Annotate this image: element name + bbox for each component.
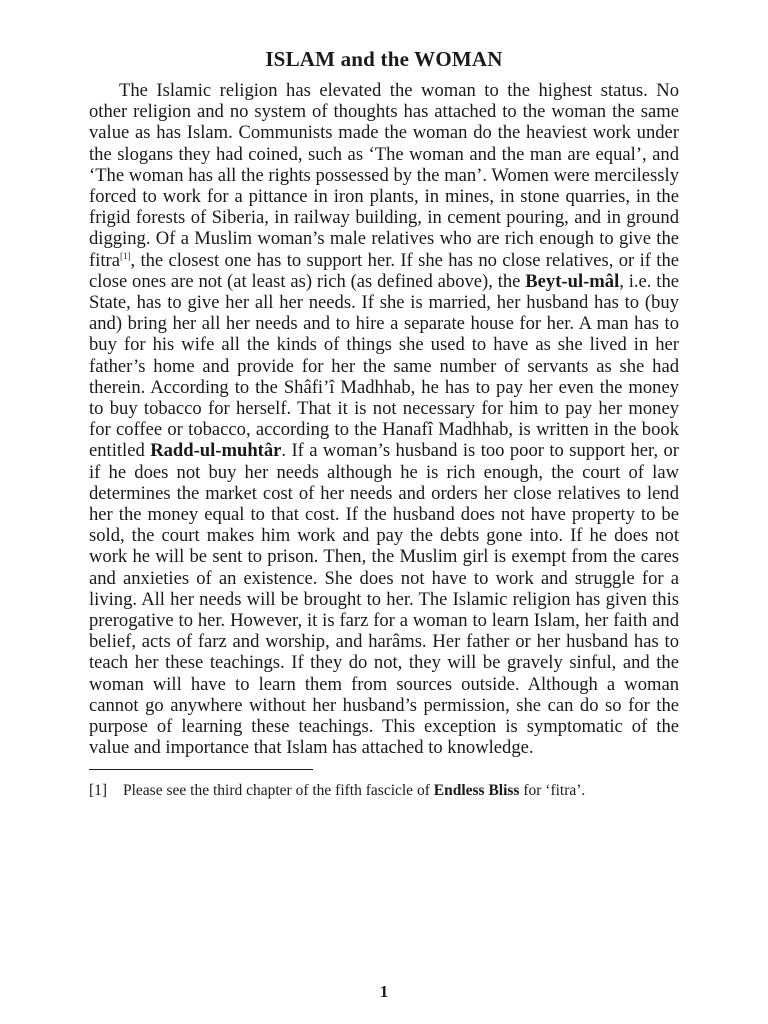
- paragraph-text-2: , the closest one has to support her. If she has no close relatives, or if the close ones are not (at least as) rich (as defined above), the: [89, 249, 679, 292]
- footnote-body: [123, 782, 679, 800]
- paragraph-text-1: The Islamic religion has elevated the woman to the highest status. No other religion and no system of thoughts has attached to the woman the same value as has Islam. Communists made the woman do the heaviest work under the slogans they had coined, such as ‘The woman and the man are equal’, and ‘The woman has all the rights possessed by the man’. Women were mercilessly forced to work for a pittance in iron plants, in mines, in stone quarries, in the frigid forests of Siberia, in railway building, in cement pouring, and in ground digging. Of a Muslim woman’s male relatives who are rich enough to give the fitra: [89, 80, 679, 271]
- footnote-text-after: for ‘fitra’.: [519, 781, 586, 799]
- footnote: [89, 782, 679, 800]
- footnote-number: [1]: [89, 781, 108, 799]
- page-number: 1: [379, 982, 389, 1001]
- paragraph-text-4: . If a woman’s husband is too poor to support her, or if he does not buy her needs although he is rich enough, the court of law determines the market cost of her needs and orders her close relatives to lend her the money equal to that cost. If the husband does not have property to be sold, the court makes him work and pay the debts gone into. If he does not work he will be sent to prison. Then, the Muslim girl is exempt from the cares and anxieties of an existence. She does not have to work and struggle for a living. All her needs will be brought to her. The Islamic religion has given this prerogative to her. However, it is farz for a woman to learn Islam, her faith and belief, acts of farz and worship, and harâms. Her father or her husband has to teach her these teachings. If they do not, they will be gravely sinful, and the woman will have to learn them from sources outside. Although a woman cannot go anywhere without her husband’s permission, she can do so for the purpose of learning these teachings. This exception is symptomatic of the value and importance that Islam has attached to knowledge.: [89, 440, 679, 759]
- footnote-bold-title: Endless Bliss: [433, 781, 520, 799]
- body-paragraph: [89, 80, 679, 759]
- paragraph-text-3: , i.e. the State, has to give her all her needs. If she is married, her husband has to (buy and) bring her all her needs and to hire a separate house for her. A man has to buy for his wife all the kinds of things she used to have as she lived in her father’s home and provide for her the same number of servants as she had therein. According to the Shâfi’î Madhhab, he has to pay her even the money to buy tobacco for herself. That it is not necessary for him to pay her money for coffee or tobacco, according to the Hanafî Madhhab, is written in the book entitled: [89, 270, 679, 462]
- footnote-reference[interactable]: [1]: [119, 250, 131, 261]
- footnote-text-before: Please see the third chapter of the fifth fascicle of: [123, 781, 434, 799]
- document-page: [89, 46, 679, 800]
- bold-term-beyt-ul-mal: Beyt-ul-mâl: [525, 270, 620, 292]
- bold-book-title: Radd-ul-muhtâr: [150, 440, 282, 462]
- footnote-divider: [89, 769, 313, 770]
- document-title: ISLAM and the WOMAN: [265, 47, 503, 71]
